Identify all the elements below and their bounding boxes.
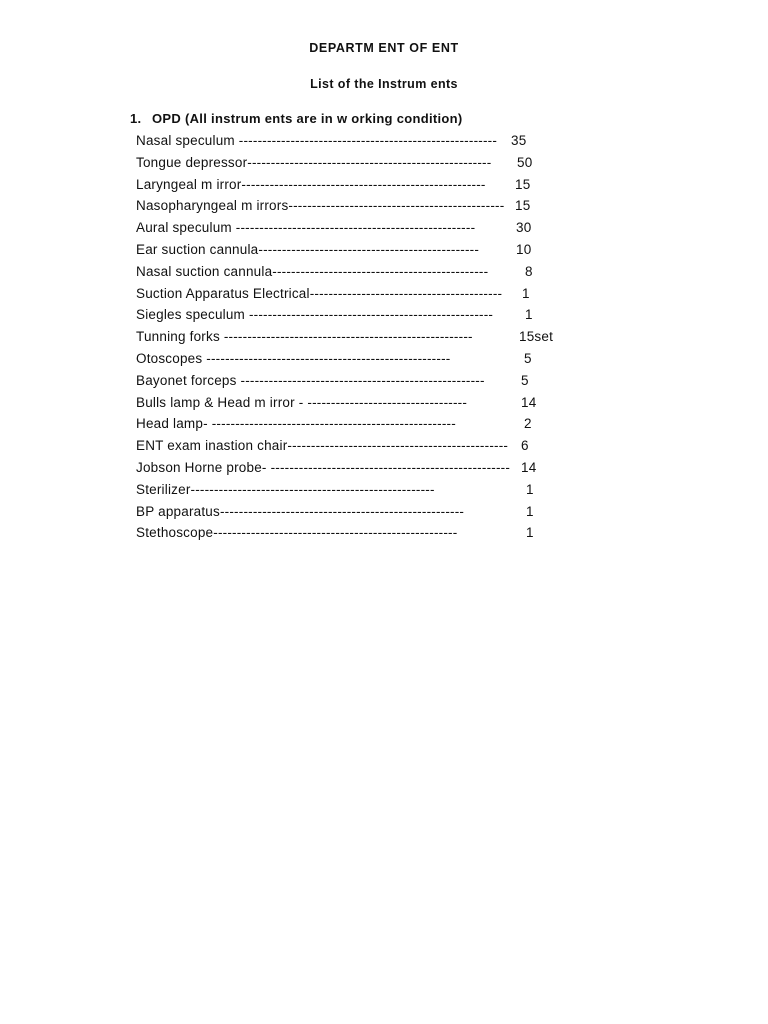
instrument-row <box>136 479 576 501</box>
instrument-row <box>136 348 576 370</box>
instrument-quantity: 2 <box>524 416 532 432</box>
section-heading <box>130 111 463 126</box>
instrument-row <box>136 152 576 174</box>
instrument-row <box>136 392 576 414</box>
instrument-line: ENT exam inastion chair----------------------------------------------- <box>136 438 509 454</box>
instrument-row <box>136 413 576 435</box>
instrument-row <box>136 501 576 523</box>
instrument-line: Siegles speculum ---------------------------------------------------- <box>136 307 494 323</box>
instrument-quantity: 50 <box>517 154 533 170</box>
instrument-row <box>136 130 576 152</box>
instrument-line: Tunning forks ----------------------------------------------------- <box>136 329 473 345</box>
document-title: DEPARTM ENT OF ENT <box>309 41 459 55</box>
instrument-quantity: 1 <box>526 503 534 519</box>
instrument-quantity: 1 <box>526 525 534 541</box>
instrument-quantity: 6 <box>521 438 529 454</box>
instrument-line: Suction Apparatus Electrical----------------------------------------- <box>136 285 503 301</box>
instrument-quantity: 14 <box>521 459 537 475</box>
instrument-row <box>136 457 576 479</box>
instrument-row <box>136 283 576 305</box>
instrument-quantity: 1 <box>522 285 530 301</box>
section-number: 1. <box>130 111 142 126</box>
instrument-line: Stethoscope---------------------------------------------------- <box>136 525 458 541</box>
instrument-line: Jobson Horne probe- --------------------------------------------------- <box>136 459 511 475</box>
instrument-row <box>136 522 576 544</box>
instrument-line: Bulls lamp & Head m irror - ---------------------------------- <box>136 394 468 410</box>
instrument-line: Bayonet forceps ---------------------------------------------------- <box>136 372 485 388</box>
instrument-quantity: 10 <box>516 241 532 257</box>
instrument-line: Laryngeal m irror---------------------------------------------------- <box>136 176 486 192</box>
instrument-quantity: 15 <box>515 176 531 192</box>
instrument-list <box>136 130 576 544</box>
instrument-line: Nasopharyngeal m irrors---------------------------------------------- <box>136 198 505 214</box>
instrument-row <box>136 217 576 239</box>
instrument-line: Nasal speculum ------------------------------------------------------- <box>136 133 498 148</box>
instrument-line: Sterilizer---------------------------------------------------- <box>136 481 435 497</box>
instrument-line: Head lamp- ---------------------------------------------------- <box>136 416 456 432</box>
instrument-quantity: 14 <box>521 394 537 410</box>
instrument-line: BP apparatus---------------------------------------------------- <box>136 503 465 519</box>
instrument-quantity: 35 <box>511 133 527 148</box>
document-subtitle: List of the Instrum ents <box>310 77 458 91</box>
instrument-line: Aural speculum --------------------------------------------------- <box>136 220 476 236</box>
instrument-row <box>136 326 576 348</box>
instrument-row <box>136 195 576 217</box>
instrument-quantity: 15 <box>515 198 531 214</box>
instrument-line: Ear suction cannula----------------------------------------------- <box>136 241 480 257</box>
instrument-line: Otoscopes ---------------------------------------------------- <box>136 350 451 366</box>
instrument-quantity: 1 <box>525 307 533 323</box>
instrument-quantity: 30 <box>516 220 532 236</box>
instrument-quantity: 5 <box>521 372 529 388</box>
instrument-line: Nasal suction cannula---------------------------------------------- <box>136 263 489 279</box>
instrument-row <box>136 304 576 326</box>
section-heading-text: OPD (All instrum ents are in w orking condition) <box>152 111 463 126</box>
instrument-quantity: 15set <box>519 329 554 345</box>
instrument-line: Tongue depressor---------------------------------------------------- <box>136 154 492 170</box>
instrument-row <box>136 435 576 457</box>
instrument-quantity: 8 <box>525 263 533 279</box>
instrument-row <box>136 261 576 283</box>
instrument-row <box>136 370 576 392</box>
instrument-row <box>136 174 576 196</box>
instrument-quantity: 5 <box>524 350 532 366</box>
instrument-quantity: 1 <box>526 481 534 497</box>
instrument-row <box>136 239 576 261</box>
